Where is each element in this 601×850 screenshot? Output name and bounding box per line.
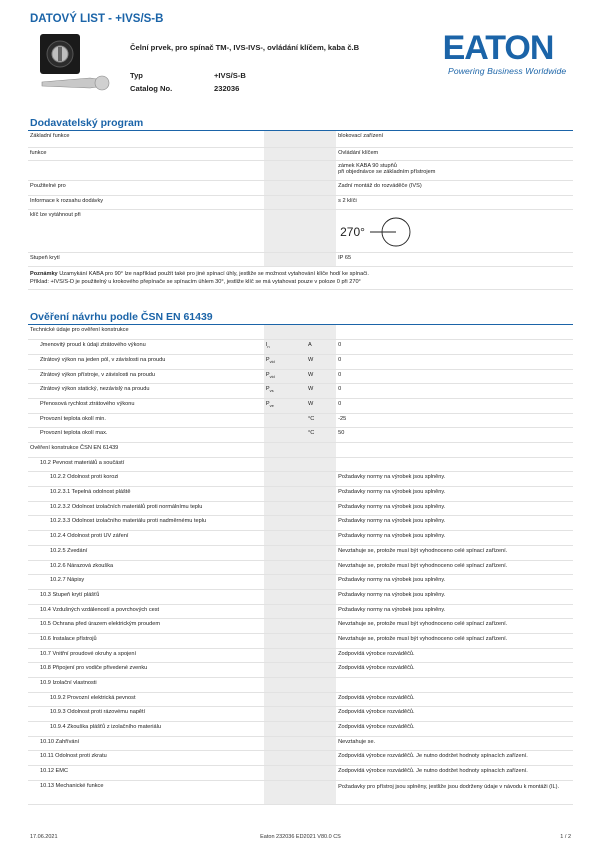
row-unit <box>306 457 336 472</box>
table-row <box>28 413 573 428</box>
row-value <box>336 443 573 458</box>
row-label: funkce <box>28 147 264 160</box>
row-symbol <box>264 398 306 413</box>
table-row <box>28 209 573 252</box>
table-row <box>28 575 573 590</box>
row-label: 10.2.3.3 Odolnost izolačního materiálu proti nadměrnému teplu <box>28 516 264 531</box>
row-unit <box>306 707 336 722</box>
row-unit: W <box>306 354 336 369</box>
row-value <box>336 678 573 693</box>
row-value: Zodpovídá výrobce rozváděčů. Je nutno dodržet hodnoty spínacích zařízení. <box>336 766 573 781</box>
row-symbol <box>264 369 306 384</box>
row-label: Použitelné pro <box>28 180 264 195</box>
table-row <box>28 428 573 443</box>
row-unit: W <box>306 398 336 413</box>
row-value: Zodpovídá výrobce rozváděčů. <box>336 648 573 663</box>
row-label: 10.2.3.2 Odolnost izolačních materiálů proti normálnímu teplu <box>28 501 264 516</box>
row-unit <box>306 663 336 678</box>
row-value: Požadavky normy na výrobek jsou splněny. <box>336 487 573 502</box>
row-unit <box>306 648 336 663</box>
row-value: Zodpovídá výrobce rozváděčů. <box>336 707 573 722</box>
table-row <box>28 722 573 737</box>
row-label: Ztrátový výkon na jeden pól, v závislosti na proudu <box>28 354 264 369</box>
row-label: Provozní teplota okolí max. <box>28 428 264 443</box>
row-symbol <box>264 575 306 590</box>
row-label: Technické údaje pro ověření konstrukce <box>28 325 264 340</box>
table-row <box>28 131 573 147</box>
row-symbol <box>264 751 306 766</box>
row-unit: W <box>306 384 336 399</box>
row-label: 10.5 Ochrana před úrazem elektrickým proudem <box>28 619 264 634</box>
row-unit <box>306 619 336 634</box>
row-symbol <box>264 604 306 619</box>
row-label: 10.9.2 Provozní elektrická pevnost <box>28 692 264 707</box>
row-label: 10.9 Izolační vlastnosti <box>28 678 264 693</box>
row-value: Zodpovídá výrobce rozváděčů. Je nutno dodržet hodnoty spínacích zařízení. <box>336 751 573 766</box>
row-symbol <box>264 766 306 781</box>
table-row <box>28 457 573 472</box>
row-label: 10.9.4 Zkouška plášťů z izolačního materiálu <box>28 722 264 737</box>
table-row <box>28 443 573 458</box>
row-value: Nevztahuje se, protože musí být vyhodnoceno celé spínací zařízení. <box>336 545 573 560</box>
row-unit <box>306 531 336 546</box>
table-row <box>28 604 573 619</box>
type-value: +IVS/S-B <box>214 71 246 80</box>
row-symbol <box>264 531 306 546</box>
verification-title: Ověření návrhu podle ČSN EN 61439 <box>28 311 573 325</box>
table-row <box>28 531 573 546</box>
table-row <box>28 663 573 678</box>
key-angle: 270° <box>340 224 365 239</box>
footer-document-id: Eaton 232036 ED2021 V80.0 CS <box>260 834 341 840</box>
row-label: 10.2.6 Nárazová zkouška <box>28 560 264 575</box>
table-row <box>28 340 573 355</box>
row-unit: W <box>306 369 336 384</box>
symbol-text: P <box>265 356 270 363</box>
symbol-subscript: vid <box>269 373 275 379</box>
product-identification <box>130 70 246 95</box>
row-value: Nevztahuje se, protože musí být vyhodnoceno celé spínací zařízení. <box>336 560 573 575</box>
row-value: Zadní montáž do rozváděče (IVS) <box>336 180 573 195</box>
product-image <box>30 32 120 98</box>
row-unit <box>306 560 336 575</box>
row-label: 10.2.7 Nápisy <box>28 575 264 590</box>
row-label: Informace k rozsahu dodávky <box>28 195 264 209</box>
catalog-value: 232036 <box>214 83 240 93</box>
row-symbol <box>264 325 306 340</box>
verification-table <box>28 325 573 805</box>
row-symbol <box>264 340 306 355</box>
row-value-line2: při objednávce se základním přístrojem <box>338 168 436 175</box>
row-symbol <box>264 428 306 443</box>
row-label: Provozní teplota okolí min. <box>28 413 264 428</box>
row-symbol <box>264 678 306 693</box>
row-unit <box>306 678 336 693</box>
table-row <box>28 766 573 781</box>
note-label: Poznámky <box>30 270 58 277</box>
footer-page: 1 / 2 <box>560 834 571 840</box>
row-label: 10.9.3 Odolnost proti rázovému napětí <box>28 707 264 722</box>
row-symbol <box>264 707 306 722</box>
row-value: blokovací zařízení <box>336 131 573 147</box>
row-label: Ztrátový výkon přístroje, v závislosti na proudu <box>28 369 264 384</box>
table-row <box>28 501 573 516</box>
row-unit <box>306 692 336 707</box>
program-table <box>28 131 573 267</box>
note <box>28 267 573 290</box>
row-label: 10.2.4 Odolnost proti UV záření <box>28 531 264 546</box>
row-value: Požadavky normy na výrobek jsou splněny. <box>336 589 573 604</box>
table-row <box>28 545 573 560</box>
table-row <box>28 147 573 160</box>
table-row <box>28 619 573 634</box>
symbol-subscript: ve <box>269 403 274 409</box>
table-row <box>28 678 573 693</box>
note-line2: Příklad: +IVS/S-D je použitelný u krokového přepínače se spínacím úhlem 30°, jestliže klíč se má vytahovat pouze v poloze 0 při 270° <box>30 278 361 285</box>
row-symbol <box>264 384 306 399</box>
row-unit <box>306 487 336 502</box>
row-value: 0 <box>336 398 573 413</box>
row-symbol <box>264 692 306 707</box>
row-unit <box>306 751 336 766</box>
row-value: Požadavky normy na výrobek jsou splněny. <box>336 604 573 619</box>
table-row <box>28 648 573 663</box>
row-symbol <box>264 663 306 678</box>
row-symbol <box>264 487 306 502</box>
table-row <box>28 633 573 648</box>
symbol-text: P <box>265 371 270 378</box>
symbol-text: I <box>265 342 268 349</box>
row-label: 10.11 Odolnost proti zkratu <box>28 751 264 766</box>
symbol-subscript: n <box>267 344 270 350</box>
table-row <box>28 780 573 804</box>
row-unit <box>306 633 336 648</box>
row-unit <box>306 501 336 516</box>
footer-date: 17.06.2021 <box>30 834 58 840</box>
table-row <box>28 692 573 707</box>
row-symbol <box>264 619 306 634</box>
table-row <box>28 354 573 369</box>
row-unit <box>306 472 336 487</box>
table-row <box>28 384 573 399</box>
table-row <box>28 589 573 604</box>
catalog-label: Catalog No. <box>130 83 173 93</box>
row-unit: °C <box>306 428 336 443</box>
row-value: 50 <box>336 428 573 443</box>
program-section <box>28 117 573 290</box>
row-symbol <box>264 413 306 428</box>
row-label: Ztrátový výkon statický, nezávislý na proudu <box>28 384 264 399</box>
row-unit <box>306 604 336 619</box>
row-symbol <box>264 545 306 560</box>
table-row <box>28 180 573 195</box>
row-value: IP 65 <box>336 252 573 266</box>
row-value: Zodpovídá výrobce rozváděčů. <box>336 722 573 737</box>
row-symbol <box>264 472 306 487</box>
row-value: s 2 klíči <box>336 195 573 209</box>
row-unit <box>306 722 336 737</box>
row-symbol <box>264 722 306 737</box>
row-label: 10.10 Zahřívání <box>28 736 264 751</box>
row-value: 0 <box>336 340 573 355</box>
row-unit <box>306 589 336 604</box>
row-unit <box>306 736 336 751</box>
table-row <box>28 560 573 575</box>
row-label: 10.3 Stupeň krytí plášťů <box>28 589 264 604</box>
row-unit: A <box>306 340 336 355</box>
row-label: 10.12 EMC <box>28 766 264 781</box>
row-value <box>336 325 573 340</box>
row-value: Nevztahuje se, protože musí být vyhodnoceno celé spínací zařízení. <box>336 633 573 648</box>
row-value: Požadavky normy na výrobek jsou splněny. <box>336 472 573 487</box>
table-row <box>28 472 573 487</box>
row-value: Požadavky normy na výrobek jsou splněny. <box>336 575 573 590</box>
row-label: 10.7 Vnitřní proudové okruhy a spojení <box>28 648 264 663</box>
row-label: 10.13 Mechanické funkce <box>28 780 264 804</box>
table-row <box>28 160 573 180</box>
tagline: Powering Business Worldwide <box>448 66 567 76</box>
row-unit <box>306 575 336 590</box>
table-row <box>28 195 573 209</box>
row-label: 10.8 Připojení pro vodiče přivedené zvenku <box>28 663 264 678</box>
row-label: klíč lze vytáhnout při <box>28 209 264 252</box>
row-symbol <box>264 589 306 604</box>
row-symbol <box>264 457 306 472</box>
row-symbol <box>264 633 306 648</box>
row-label <box>28 160 264 180</box>
product-description: Čelní prvek, pro spínač TM-, IVS-IVS-, ovládání klíčem, kaba č.B <box>130 43 360 52</box>
row-unit <box>306 545 336 560</box>
row-unit <box>306 516 336 531</box>
row-label: 10.6 Instalace přístrojů <box>28 633 264 648</box>
row-value: Požadavky normy na výrobek jsou splněny. <box>336 516 573 531</box>
row-symbol <box>264 736 306 751</box>
row-value: 0 <box>336 354 573 369</box>
row-value: Požadavky normy na výrobek jsou splněny. <box>336 501 573 516</box>
table-row <box>28 751 573 766</box>
symbol-text: P <box>265 400 270 407</box>
row-label: 10.2 Pevnost materiálů a součástí <box>28 457 264 472</box>
type-label: Typ <box>130 71 143 80</box>
row-label: Přenosová rychlost ztrátového výkonu <box>28 398 264 413</box>
table-row <box>28 736 573 751</box>
row-value: 0 <box>336 369 573 384</box>
row-unit <box>306 325 336 340</box>
table-row <box>28 252 573 266</box>
key-position-icon <box>364 215 414 249</box>
row-value: Nevztahuje se, protože musí být vyhodnoceno celé spínací zařízení. <box>336 619 573 634</box>
note-line1: Uzamykání KABA pro 90° lze například použít také pro jiné spínací úhly, jestliže se možnost vytahování klíče hodí ke spínači. <box>59 270 369 277</box>
symbol-subscript: vid <box>269 358 275 364</box>
row-label: Jmenovitý proud k údaji ztrátového výkonu <box>28 340 264 355</box>
row-value: Zodpovídá výrobce rozváděčů. <box>336 663 573 678</box>
row-value <box>336 457 573 472</box>
logo-lettering: EATON <box>442 31 554 67</box>
row-unit <box>306 780 336 804</box>
row-symbol <box>264 501 306 516</box>
row-value: Zodpovídá výrobce rozváděčů. <box>336 692 573 707</box>
row-symbol <box>264 780 306 804</box>
row-value <box>336 160 573 180</box>
row-label: 10.2.5 Zvedání <box>28 545 264 560</box>
row-symbol <box>264 516 306 531</box>
row-unit: °C <box>306 413 336 428</box>
row-value-line1: zámek KABA 90 stupňů <box>338 162 397 169</box>
table-row <box>28 707 573 722</box>
verification-section <box>28 311 573 805</box>
table-row <box>28 516 573 531</box>
symbol-subscript: vs <box>269 388 274 394</box>
row-label: 10.2.2 Odolnost proti korozi <box>28 472 264 487</box>
row-label: Stupeň krytí <box>28 252 264 266</box>
table-row <box>28 325 573 340</box>
row-value: Požadavky normy na výrobek jsou splněny. <box>336 531 573 546</box>
key-position-cell <box>336 209 573 252</box>
row-value: -25 <box>336 413 573 428</box>
page-title: DATOVÝ LIST - +IVS/S-B <box>30 13 164 25</box>
table-row <box>28 487 573 502</box>
table-row <box>28 369 573 384</box>
row-symbol <box>264 648 306 663</box>
row-symbol <box>264 354 306 369</box>
row-value: Ovládání klíčem <box>336 147 573 160</box>
row-label: 10.2.3.1 Tepelná odolnost pláště <box>28 487 264 502</box>
row-symbol <box>264 443 306 458</box>
row-unit <box>306 443 336 458</box>
row-symbol <box>264 560 306 575</box>
row-label: 10.4 Vzdušných vzdáleností a povrchových cest <box>28 604 264 619</box>
table-row <box>28 398 573 413</box>
program-title: Dodavatelský program <box>28 117 573 131</box>
symbol-text: P <box>265 386 270 393</box>
row-label: Ověření konstrukce ČSN EN 61439 <box>28 443 264 458</box>
row-value: Požadavky pro přístroj jsou splněny, jestliže jsou dodrženy údaje v návodu k montáži (IL). <box>336 780 573 804</box>
row-label: Základní funkce <box>28 131 264 147</box>
row-unit <box>306 766 336 781</box>
row-value: Nevztahuje se. <box>336 736 573 751</box>
row-value: 0 <box>336 384 573 399</box>
